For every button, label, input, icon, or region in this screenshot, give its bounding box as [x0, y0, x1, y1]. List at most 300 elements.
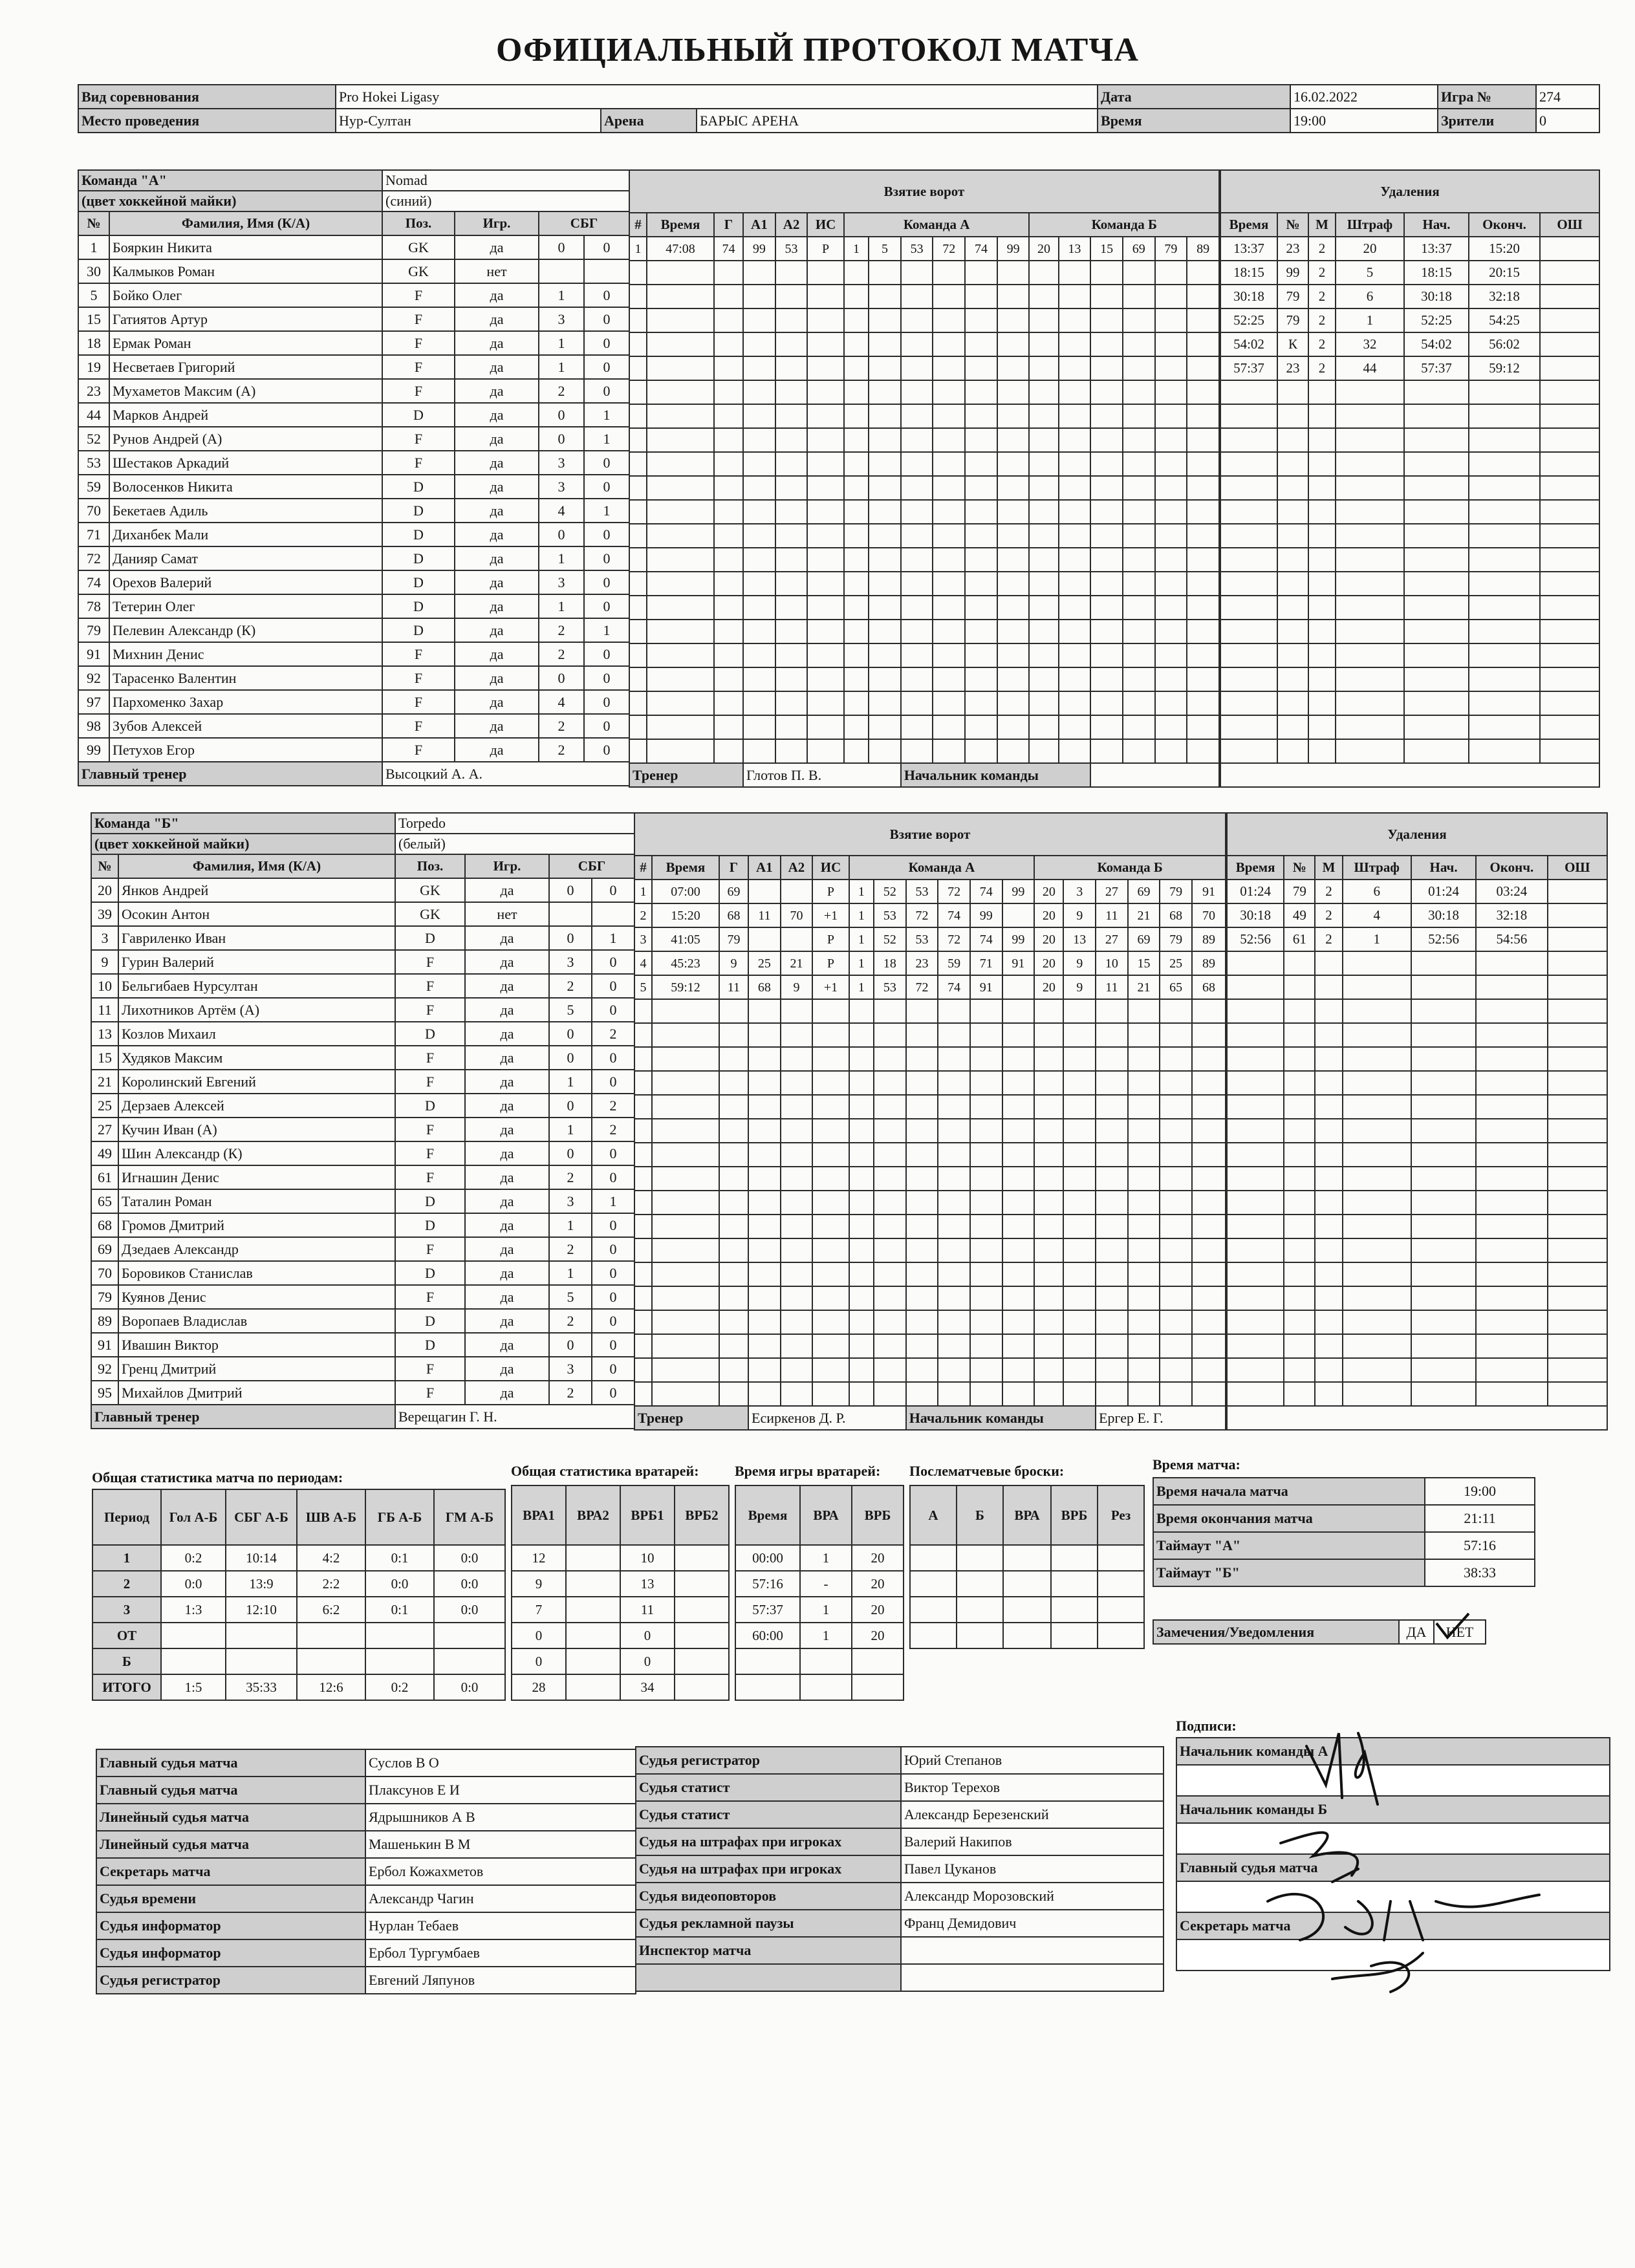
empty-row: [1220, 428, 1599, 452]
empty-row: [629, 476, 1219, 500]
empty-cell: [965, 572, 997, 596]
goalie-time-value: [800, 1674, 852, 1700]
empty-cell: [1284, 951, 1315, 975]
empty-cell: [1277, 739, 1308, 763]
goal-row: [634, 951, 1226, 975]
empty-cell: [1123, 500, 1155, 524]
empty-cell: [1096, 1382, 1128, 1406]
empty-cell: [1160, 1143, 1192, 1167]
empty-cell: [1059, 428, 1091, 452]
empty-cell: [938, 1023, 970, 1047]
period-value: 2:2: [297, 1571, 365, 1597]
empty-cell: [1308, 452, 1336, 476]
empty-cell: [1034, 1071, 1063, 1095]
player-position: D: [395, 1189, 465, 1213]
player-row: [91, 1165, 634, 1189]
empty-row: [1227, 1286, 1607, 1310]
goal-cell: 15: [1090, 237, 1123, 261]
empty-cell: [1548, 1215, 1607, 1238]
goalie-value: [675, 1623, 729, 1648]
player-position: D: [382, 523, 455, 546]
empty-cell: [775, 428, 808, 452]
empty-cell: [743, 261, 775, 285]
player-name: Мухаметов Максим (А): [109, 379, 382, 403]
pen-header-row: [1227, 856, 1607, 880]
empty-cell: [938, 1286, 970, 1310]
empty-cell: [965, 476, 997, 500]
empty-cell: [844, 620, 869, 643]
player-sbg-1: 2: [549, 1381, 592, 1405]
empty-cell: [1540, 476, 1599, 500]
period-header: Гол А-Б: [161, 1489, 226, 1545]
player-position: F: [382, 451, 455, 475]
player-position: F: [395, 1046, 465, 1070]
empty-cell: [1284, 1382, 1315, 1406]
penalty-row: [1220, 261, 1599, 285]
empty-cell: [1277, 715, 1308, 739]
empty-cell: [1123, 596, 1155, 620]
goalie-header: ВРБ1: [620, 1485, 675, 1545]
empty-cell: [647, 452, 714, 476]
venue-label: Место проведения: [78, 109, 336, 133]
player-name: Ермак Роман: [109, 331, 382, 355]
empty-cell: [1315, 1286, 1342, 1310]
goal-cell: 21: [781, 951, 813, 975]
match-time-row: [1153, 1478, 1535, 1505]
goal-cell: 68: [719, 903, 748, 927]
player-position: F: [395, 1118, 465, 1141]
empty-cell: [997, 404, 1030, 428]
empty-row: [629, 572, 1219, 596]
penalty-cell: [1548, 880, 1607, 903]
empty-cell: [1123, 524, 1155, 548]
penalty-cell: 79: [1277, 308, 1308, 332]
pen-col-min: М: [1315, 856, 1342, 880]
empty-cell: [1128, 1262, 1160, 1286]
empty-cell: [901, 524, 933, 548]
empty-cell: [812, 1167, 849, 1191]
goalie-time-value: [852, 1648, 904, 1674]
player-sbg-1: 1: [539, 283, 584, 307]
empty-cell: [781, 1262, 813, 1286]
empty-cell: [781, 1071, 813, 1095]
goal-cell: 72: [906, 903, 938, 927]
period-label: 3: [92, 1597, 161, 1623]
empty-cell: [844, 596, 869, 620]
penalty-cell: [1540, 237, 1599, 261]
empty-cell: [1034, 1215, 1063, 1238]
empty-cell: [1063, 1310, 1096, 1334]
official-role: Линейный судья матча: [96, 1831, 365, 1858]
empty-cell: [781, 1382, 813, 1406]
empty-cell: [1315, 1047, 1342, 1071]
empty-cell: [634, 1358, 652, 1382]
penalty-cell: 32: [1336, 332, 1404, 356]
empty-cell: [1123, 739, 1155, 763]
goal-cell: 25: [1160, 951, 1192, 975]
empty-cell: [970, 1071, 1002, 1095]
empty-cell: [1277, 596, 1308, 620]
empty-cell: [1284, 1095, 1315, 1119]
player-sbg-2: 0: [584, 331, 629, 355]
goal-cell: 1: [849, 927, 874, 951]
signature-space: [1176, 1939, 1610, 1971]
goal-cell: 74: [938, 903, 970, 927]
empty-cell: [1029, 715, 1058, 739]
player-number: 1: [78, 235, 109, 259]
period-label: ИТОГО: [92, 1674, 161, 1700]
empty-cell: [1277, 404, 1308, 428]
player-sbg-1: 2: [539, 714, 584, 738]
empty-cell: [1029, 476, 1058, 500]
empty-cell: [1227, 1382, 1284, 1406]
goal-cell: 21: [1128, 903, 1160, 927]
page-title: ОФИЦИАЛЬНЫЙ ПРОТОКОЛ МАТЧА: [496, 32, 1139, 69]
empty-row: [1227, 1095, 1607, 1119]
signature-space: [1176, 1881, 1610, 1912]
goal-cell: 69: [719, 880, 748, 903]
empty-cell: [906, 1143, 938, 1167]
empty-row: [629, 596, 1219, 620]
empty-cell: [719, 1334, 748, 1358]
player-name: Волосенков Никита: [109, 475, 382, 499]
official-row: [636, 1774, 1164, 1801]
empty-cell: [965, 524, 997, 548]
empty-cell: [1059, 356, 1091, 380]
official-role: Главный судья матча: [96, 1749, 365, 1777]
empty-cell: [1476, 1023, 1547, 1047]
empty-cell: [1540, 667, 1599, 691]
empty-cell: [1548, 1286, 1607, 1310]
empty-cell: [933, 428, 965, 452]
empty-cell: [869, 428, 901, 452]
goalie-row: [512, 1545, 729, 1571]
empty-cell: [844, 548, 869, 572]
empty-cell: [719, 1238, 748, 1262]
team-a-goals: [629, 169, 1220, 788]
penalty-cell: 54:25: [1469, 308, 1540, 332]
empty-cell: [997, 476, 1030, 500]
empty-cell: [844, 404, 869, 428]
empty-cell: [869, 332, 901, 356]
empty-cell: [1404, 620, 1469, 643]
empty-cell: [1155, 356, 1187, 380]
official-row: [96, 1831, 636, 1858]
goal-cell: 91: [970, 975, 1002, 999]
empty-cell: [1548, 1262, 1607, 1286]
empty-cell: [743, 356, 775, 380]
empty-cell: [807, 739, 843, 763]
empty-cell: [1227, 975, 1284, 999]
period-label: Б: [92, 1648, 161, 1674]
empty-cell: [1540, 380, 1599, 404]
empty-cell: [1411, 1143, 1476, 1167]
goal-cell: 79: [719, 927, 748, 951]
player-position: F: [382, 427, 455, 451]
empty-cell: [997, 380, 1030, 404]
empty-cell: [970, 1238, 1002, 1262]
empty-cell: [965, 715, 997, 739]
goal-cell: 18: [874, 951, 906, 975]
empty-cell: [812, 1262, 849, 1286]
empty-cell: [781, 1215, 813, 1238]
empty-cell: [1336, 476, 1404, 500]
empty-cell: [965, 643, 997, 667]
empty-cell: [652, 1143, 719, 1167]
official-role: Судья на штрафах при игроках: [636, 1855, 901, 1883]
player-sbg-1: 5: [549, 998, 592, 1022]
empty-cell: [812, 1286, 849, 1310]
empty-cell: [1476, 975, 1547, 999]
player-sbg-2: 0: [584, 594, 629, 618]
player-sbg-1: 1: [549, 1118, 592, 1141]
empty-cell: [1096, 1286, 1128, 1310]
empty-cell: [743, 285, 775, 308]
period-value: [365, 1623, 434, 1648]
empty-cell: [1476, 1047, 1547, 1071]
empty-cell: [1096, 1071, 1128, 1095]
empty-cell: [634, 1238, 652, 1262]
goal-cell: 99: [1002, 880, 1035, 903]
empty-cell: [997, 308, 1030, 332]
shootout-cell: [910, 1597, 957, 1623]
player-sbg-2: 0: [592, 1141, 634, 1165]
empty-cell: [781, 1095, 813, 1119]
empty-cell: [997, 428, 1030, 452]
penalty-row: [1227, 927, 1607, 951]
empty-cell: [629, 691, 647, 715]
pen-footer-row: [1220, 763, 1599, 787]
empty-cell: [1548, 999, 1607, 1023]
empty-cell: [1187, 332, 1219, 356]
goalie-value: [566, 1674, 620, 1700]
player-name: Дзедаев Александр: [118, 1237, 395, 1261]
match-time-row: [1153, 1559, 1535, 1586]
empty-cell: [1059, 380, 1091, 404]
empty-cell: [1034, 1382, 1063, 1406]
empty-cell: [938, 1095, 970, 1119]
official-name: Валерий Накипов: [901, 1828, 1164, 1855]
player-row: [91, 926, 634, 950]
empty-cell: [1315, 1382, 1342, 1406]
player-row: [78, 666, 629, 690]
player-position: D: [395, 1309, 465, 1333]
empty-cell: [812, 1358, 849, 1382]
spectators-value: 0: [1536, 109, 1599, 133]
player-sbg-2: 0: [592, 974, 634, 998]
empty-cell: [1315, 1143, 1342, 1167]
player-number: 18: [78, 331, 109, 355]
empty-cell: [874, 1047, 906, 1071]
empty-cell: [1220, 380, 1277, 404]
empty-cell: [1336, 643, 1404, 667]
empty-cell: [634, 1310, 652, 1334]
empty-cell: [1187, 500, 1219, 524]
empty-cell: [714, 356, 743, 380]
empty-cell: [1469, 428, 1540, 452]
empty-cell: [1155, 524, 1187, 548]
empty-cell: [1192, 1071, 1226, 1095]
empty-cell: [1411, 975, 1476, 999]
goal-col-situation: ИС: [807, 213, 843, 237]
shootout-cell: [957, 1571, 1003, 1597]
empty-cell: [901, 380, 933, 404]
player-number: 89: [91, 1309, 118, 1333]
match-time-row: [1153, 1505, 1535, 1532]
player-number: 78: [78, 594, 109, 618]
player-number: 30: [78, 259, 109, 283]
period-value: 13:9: [226, 1571, 297, 1597]
penalty-cell: 01:24: [1411, 880, 1476, 903]
match-time-label: Время начала матча: [1153, 1478, 1425, 1505]
empty-cell: [1476, 1262, 1547, 1286]
empty-cell: [1034, 1310, 1063, 1334]
player-number: 69: [91, 1237, 118, 1261]
team-b-penalties: [1226, 812, 1608, 1431]
empty-cell: [1029, 428, 1058, 452]
shootout-row: [910, 1623, 1144, 1648]
player-sbg-2: 1: [584, 499, 629, 523]
empty-cell: [1469, 715, 1540, 739]
empty-cell: [1404, 715, 1469, 739]
empty-cell: [901, 643, 933, 667]
empty-row: [629, 332, 1219, 356]
player-sbg-1: 1: [549, 1070, 592, 1094]
player-position: GK: [395, 878, 465, 902]
player-position: GK: [382, 259, 455, 283]
official-name: Машенькин В М: [365, 1831, 636, 1858]
player-sbg-1: 1: [539, 594, 584, 618]
empty-cell: [1404, 596, 1469, 620]
empty-cell: [1220, 643, 1277, 667]
empty-cell: [844, 524, 869, 548]
empty-cell: [1063, 1334, 1096, 1358]
empty-cell: [1187, 524, 1219, 548]
empty-cell: [874, 1358, 906, 1382]
empty-cell: [647, 285, 714, 308]
player-played: да: [455, 235, 539, 259]
empty-cell: [1469, 572, 1540, 596]
goal-cell: 89: [1187, 237, 1219, 261]
empty-cell: [1063, 1382, 1096, 1406]
empty-cell: [965, 356, 997, 380]
empty-cell: [1123, 428, 1155, 452]
empty-cell: [812, 999, 849, 1023]
empty-cell: [1187, 667, 1219, 691]
empty-cell: [748, 999, 781, 1023]
empty-cell: [629, 356, 647, 380]
empty-cell: [1090, 356, 1123, 380]
shootout-row: [910, 1597, 1144, 1623]
empty-cell: [1059, 667, 1091, 691]
empty-cell: [1469, 500, 1540, 524]
goal-cell: 1: [849, 951, 874, 975]
goal-cell: 9: [719, 951, 748, 975]
empty-cell: [629, 476, 647, 500]
empty-cell: [634, 1286, 652, 1310]
empty-cell: [1059, 715, 1091, 739]
goal-cell: 79: [1155, 237, 1187, 261]
empty-cell: [901, 739, 933, 763]
empty-cell: [775, 308, 808, 332]
player-number: 71: [78, 523, 109, 546]
goal-cell: 68: [748, 975, 781, 999]
empty-cell: [1220, 476, 1277, 500]
empty-cell: [812, 1095, 849, 1119]
period-value: 0:0: [434, 1597, 505, 1623]
goals-header-row: [634, 856, 1226, 880]
player-sbg-1: 1: [549, 1261, 592, 1285]
period-row: [92, 1623, 505, 1648]
empty-cell: [869, 308, 901, 332]
player-name: Петухов Егор: [109, 738, 382, 762]
penalty-cell: 20: [1336, 237, 1404, 261]
empty-cell: [775, 596, 808, 620]
match-time-row: [1153, 1532, 1535, 1559]
empty-cell: [869, 548, 901, 572]
empty-cell: [938, 1334, 970, 1358]
goals-title: Взятие ворот: [629, 170, 1219, 213]
player-sbg-2: 2: [592, 1022, 634, 1046]
goal-cell: 3: [634, 927, 652, 951]
officials-left-table: [96, 1749, 636, 1994]
empty-row: [1220, 404, 1599, 428]
empty-cell: [1096, 999, 1128, 1023]
empty-cell: [849, 1382, 874, 1406]
pen-col-time: Время: [1227, 856, 1284, 880]
player-row: [78, 283, 629, 307]
player-sbg-2: 0: [584, 523, 629, 546]
empty-row: [634, 1334, 1226, 1358]
game-label: Игра №: [1438, 85, 1536, 109]
period-value: [297, 1648, 365, 1674]
empty-cell: [1227, 1167, 1284, 1191]
shootout-cell: [1003, 1545, 1051, 1571]
empty-cell: [1187, 476, 1219, 500]
period-header: ШВ А-Б: [297, 1489, 365, 1545]
penalty-cell: [1540, 285, 1599, 308]
player-row: [78, 355, 629, 379]
goal-row: [634, 903, 1226, 927]
official-role: Судья статист: [636, 1801, 901, 1828]
empty-cell: [844, 308, 869, 332]
player-played: нет: [465, 902, 549, 926]
empty-cell: [647, 476, 714, 500]
empty-cell: [748, 1191, 781, 1215]
empty-cell: [1059, 500, 1091, 524]
empty-cell: [807, 261, 843, 285]
empty-cell: [1227, 1215, 1284, 1238]
empty-cell: [938, 1167, 970, 1191]
empty-cell: [849, 1334, 874, 1358]
empty-cell: [1123, 572, 1155, 596]
shootout-cell: [1051, 1545, 1098, 1571]
empty-cell: [1096, 1047, 1128, 1071]
player-sbg-1: 0: [549, 1094, 592, 1118]
player-sbg-1: 3: [539, 475, 584, 499]
player-number: 13: [91, 1022, 118, 1046]
player-position: F: [395, 1141, 465, 1165]
empty-cell: [1002, 1143, 1035, 1167]
empty-cell: [714, 476, 743, 500]
empty-cell: [781, 1358, 813, 1382]
empty-cell: [1155, 428, 1187, 452]
empty-cell: [1029, 548, 1058, 572]
empty-cell: [997, 285, 1030, 308]
player-sbg-2: [584, 259, 629, 283]
empty-cell: [775, 356, 808, 380]
empty-cell: [1220, 404, 1277, 428]
